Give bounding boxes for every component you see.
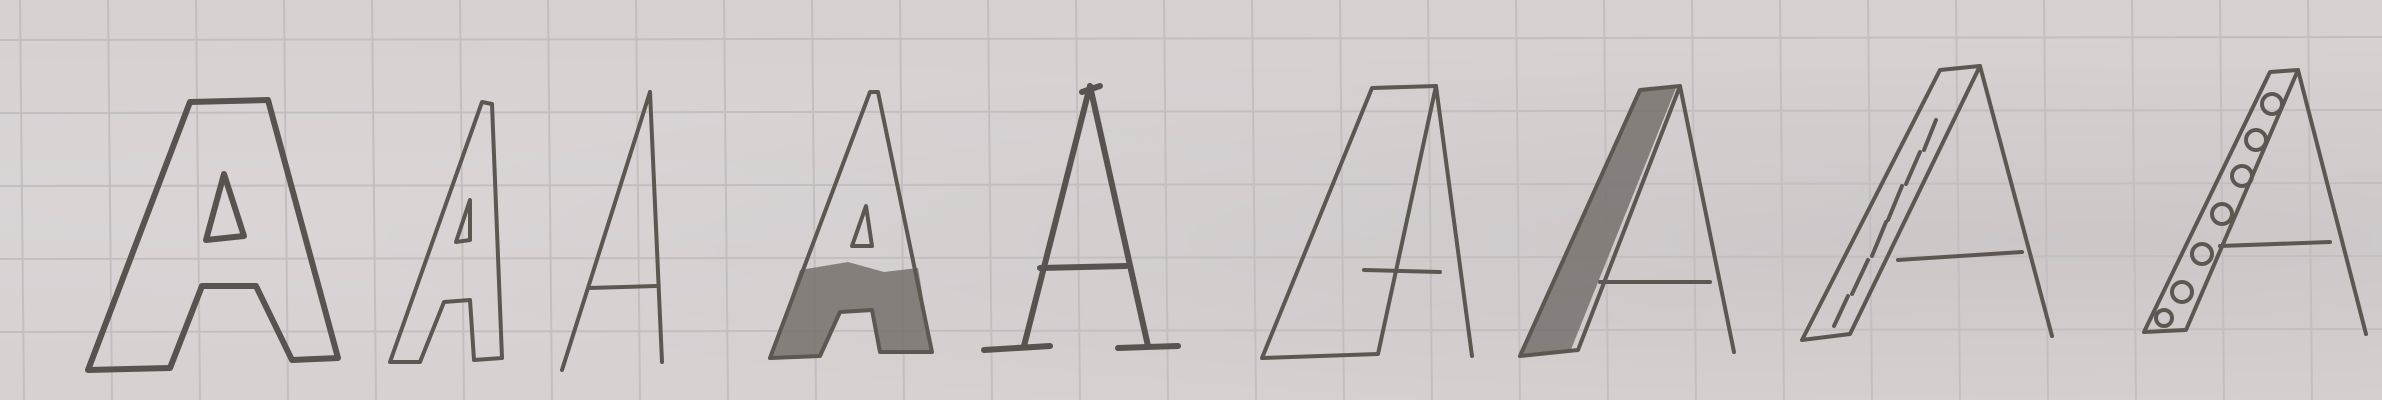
letter-a-thin-stroke (562, 92, 662, 370)
letter-a-outlined-stem (1262, 86, 1472, 358)
letter-a-narrow-outline (390, 102, 502, 362)
letter-a-shaded-base (770, 92, 932, 358)
letter-a-block-outline (88, 100, 338, 370)
letter-a-filled-stem (1520, 86, 1734, 356)
letter-a-hatched-stem (1802, 66, 2052, 340)
letter-a-serif (984, 86, 1178, 350)
